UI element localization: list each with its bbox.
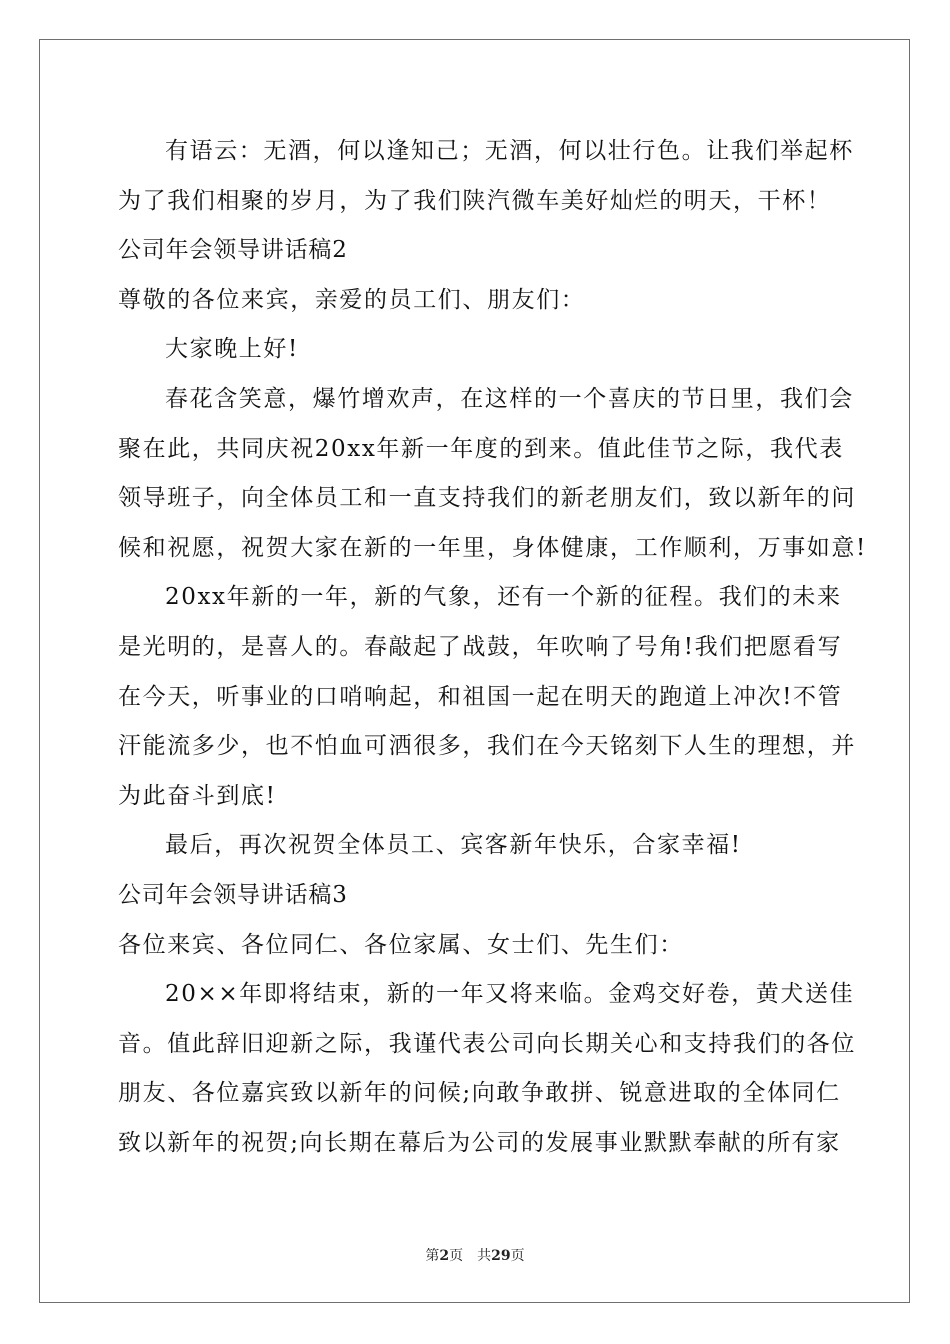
paragraph-line: 有语云：无酒，何以逢知己；无酒，何以壮行色。让我们举起杯 bbox=[165, 138, 854, 164]
paragraph-line: 领导班子，向全体员工和一直支持我们的新老朋友们，致以新年的问 bbox=[118, 485, 856, 512]
paragraph-line: 春花含笑意，爆竹增欢声，在这样的一个喜庆的节日里，我们会 bbox=[165, 385, 854, 412]
paragraph-line: 聚在此，共同庆祝20xx年新一年度的到来。值此佳节之际，我代表 bbox=[118, 435, 844, 462]
section-heading: 公司年会领导讲话稿3 bbox=[118, 881, 348, 908]
footer-total-pages: 29 bbox=[491, 1248, 511, 1264]
paragraph-line: 最后，再次祝贺全体员工、宾客新年快乐，合家幸福! bbox=[165, 832, 742, 859]
paragraph-line: 在今天，听事业的口哨响起，和祖国一起在明天的跑道上冲次!不管 bbox=[118, 683, 843, 710]
section-heading: 公司年会领导讲话稿2 bbox=[118, 237, 348, 264]
paragraph-line: 汗能流多少，也不怕血可洒很多，我们在今天铭刻下人生的理想，并 bbox=[118, 733, 856, 760]
paragraph-line: 音。值此辞旧迎新之际，我谨代表公司向长期关心和支持我们的各位 bbox=[118, 1030, 856, 1057]
salutation-line: 尊敬的各位来宾，亲爱的员工们、朋友们： bbox=[118, 286, 586, 313]
footer-mid: 页 共 bbox=[449, 1248, 492, 1264]
paragraph-line: 是光明的，是喜人的。春敲起了战鼓，年吹响了号角!我们把愿看写 bbox=[118, 633, 843, 660]
footer-prefix: 第 bbox=[425, 1248, 440, 1264]
paragraph-line: 致以新年的祝贺;向长期在幕后为公司的发展事业默默奉献的所有家 bbox=[118, 1129, 841, 1156]
paragraph-line: 20××年即将结束，新的一年又将来临。金鸡交好卷，黄犬送佳 bbox=[165, 981, 855, 1008]
paragraph-line: 为此奋斗到底! bbox=[118, 782, 277, 809]
document-body bbox=[118, 127, 867, 1168]
footer-suffix: 页 bbox=[510, 1248, 525, 1264]
paragraph-line: 为了我们相聚的岁月，为了我们陕汽微车美好灿烂的明天，干杯！ bbox=[118, 187, 832, 214]
page-number-footer bbox=[0, 1245, 950, 1265]
paragraph-line: 朋友、各位嘉宾致以新年的问候;向敢争敢拼、锐意进取的全体同仁 bbox=[118, 1080, 841, 1107]
greeting-line: 大家晚上好! bbox=[165, 336, 299, 363]
paragraph-line: 候和祝愿，祝贺大家在新的一年里，身体健康，工作顺利，万事如意! bbox=[118, 534, 867, 561]
salutation-line: 各位来宾、各位同仁、各位家属、女士们、先生们： bbox=[118, 931, 684, 958]
footer-current-page: 2 bbox=[439, 1248, 450, 1264]
paragraph-line: 20xx年新的一年，新的气象，还有一个新的征程。我们的未来 bbox=[165, 584, 842, 611]
